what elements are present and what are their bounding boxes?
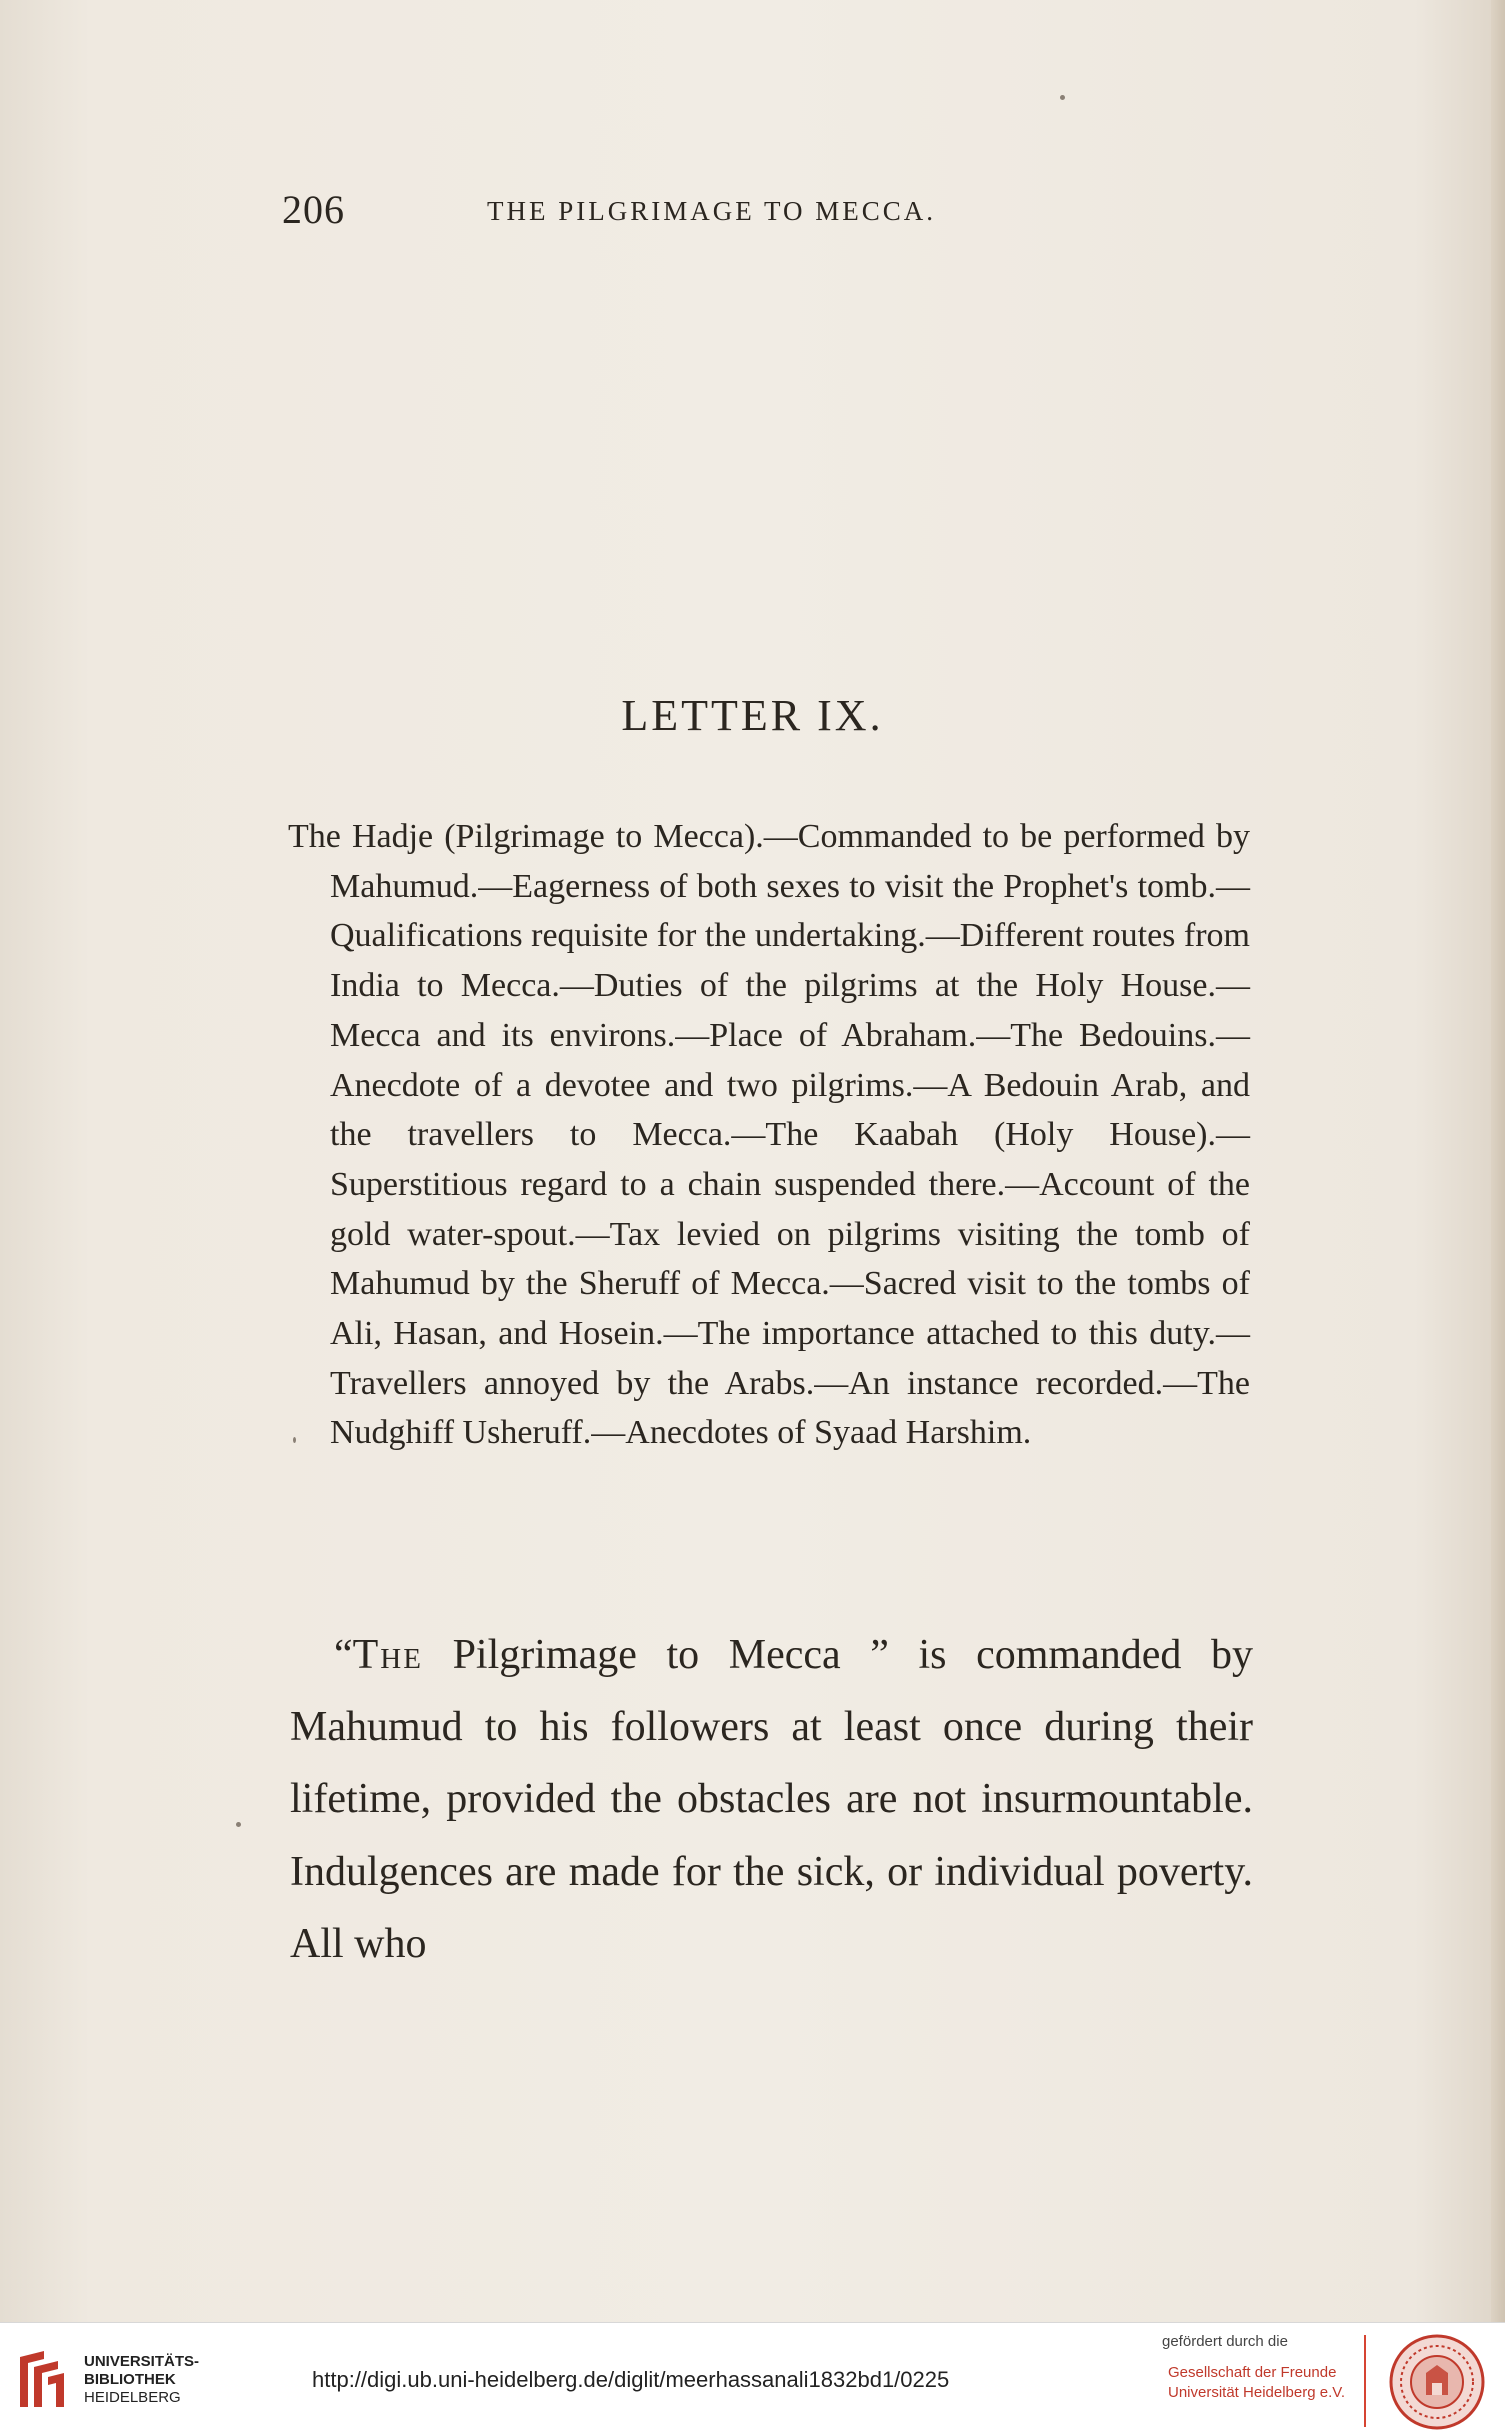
university-seal-icon [1388,2333,1486,2431]
opening-word: The [352,1632,423,1678]
running-head [282,186,1062,242]
opening-quote: “ [334,1632,353,1678]
body-text: Pilgrimage to Mecca ” is commanded by Mahumud to his followers at least once during their lifetime, provided the obstacles are not insurmountable. Indulgences are made for the sick, or individual poverty. All who [290,1632,1253,1967]
sponsor-label: gefördert durch die [1162,2333,1288,2350]
paper-speck [236,1822,241,1827]
sponsor-name-line1: Gesellschaft der Freunde [1168,2364,1337,2381]
page-number: 206 [282,187,345,232]
library-name-line2: BIBLIOTHEK [84,2371,176,2388]
sponsor-name-line2: Universität Heidelberg e.V. [1168,2384,1346,2401]
library-name-line1: UNIVERSITÄTS- [84,2353,200,2370]
paper-speck [1060,95,1065,100]
page-edge [1491,0,1505,2322]
library-name-line3: HEIDELBERG [84,2389,181,2406]
library-logo-icon [14,2349,70,2409]
chapter-summary: The Hadje (Pilgrimage to Mecca).—Commanded to be performed by Mahumud.—Eagerness of both sexes to visit the Prophet's tomb.—Qualifications requisite for the undertaking.—Different routes from India to Mecca.—Duties of the pilgrims at the Holy House.—Mecca and its environs.—Place of Abraham.—The Bedouins.—Anecdote of a devotee and two pilgrims.—A Bedouin Arab, and the travellers to Mecca.—The Kaabah (Holy House).—Superstitious regard to a chain suspended there.—Account of the gold water-spout.—Tax levied on pilgrims visiting the tomb of Mahumud by the Sheruff of Mecca.—Sacred visit to the tombs of Ali, Hasan, and Hosein.—The importance attached to this duty.—Travellers annoyed by the Arabs.—An instance recorded.—The Nudghiff Usheruff.—Anecdotes of Syaad Harshim. [288,818,1250,1452]
running-title: THE PILGRIMAGE TO MECCA. [487,196,937,226]
permalink-url[interactable]: http://digi.ub.uni-heidelberg.de/diglit/meerhassanali1832bd1/0225 [312,2367,950,2392]
body-paragraph [290,1619,1253,1980]
sponsor-divider [1364,2335,1366,2427]
digitization-footer [0,2322,1505,2435]
library-name [84,2353,199,2407]
letter-heading: LETTER IX. [621,691,884,740]
sponsor-name [1168,2363,1345,2403]
